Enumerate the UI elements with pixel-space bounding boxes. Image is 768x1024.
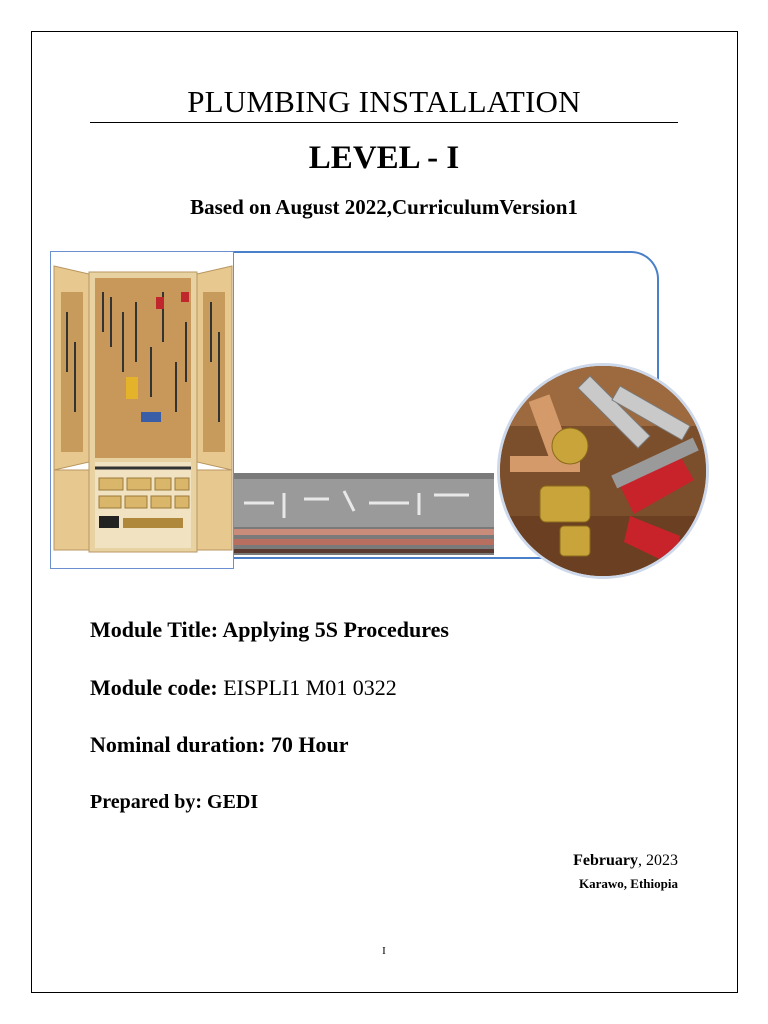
module-code-line	[90, 674, 397, 702]
page-number: I	[382, 945, 386, 957]
date-year: , 2023	[638, 852, 678, 869]
module-title-value: Applying 5S Procedures	[222, 617, 449, 642]
curriculum-basis: Based on August 2022,CurriculumVersion1	[190, 195, 578, 219]
document-title: PLUMBING INSTALLATION	[187, 84, 581, 119]
duration-label: Nominal duration:	[90, 732, 271, 757]
nominal-duration-line	[90, 731, 349, 759]
pipe-strip-image	[234, 473, 494, 555]
prepared-by-line	[90, 788, 258, 816]
module-code-label: Module code:	[90, 675, 224, 700]
plumbing-tools-image	[497, 363, 709, 579]
cover-illustration	[50, 251, 710, 586]
title-underline	[90, 122, 678, 123]
date-month: February	[573, 852, 638, 869]
module-title-label: Module Title:	[90, 617, 223, 642]
tool-cabinet-image	[50, 251, 234, 569]
prepared-label: Prepared by:	[90, 791, 208, 813]
module-title-line	[90, 616, 449, 644]
level-heading: LEVEL - I	[308, 140, 460, 176]
publication-date	[573, 850, 678, 872]
duration-value: 70 Hour	[270, 732, 349, 757]
prepared-value: GEDI	[207, 791, 259, 813]
module-code-value: EISPLI1 M01 0322	[223, 675, 397, 700]
publication-place: Karawo, Ethiopia	[579, 876, 678, 891]
